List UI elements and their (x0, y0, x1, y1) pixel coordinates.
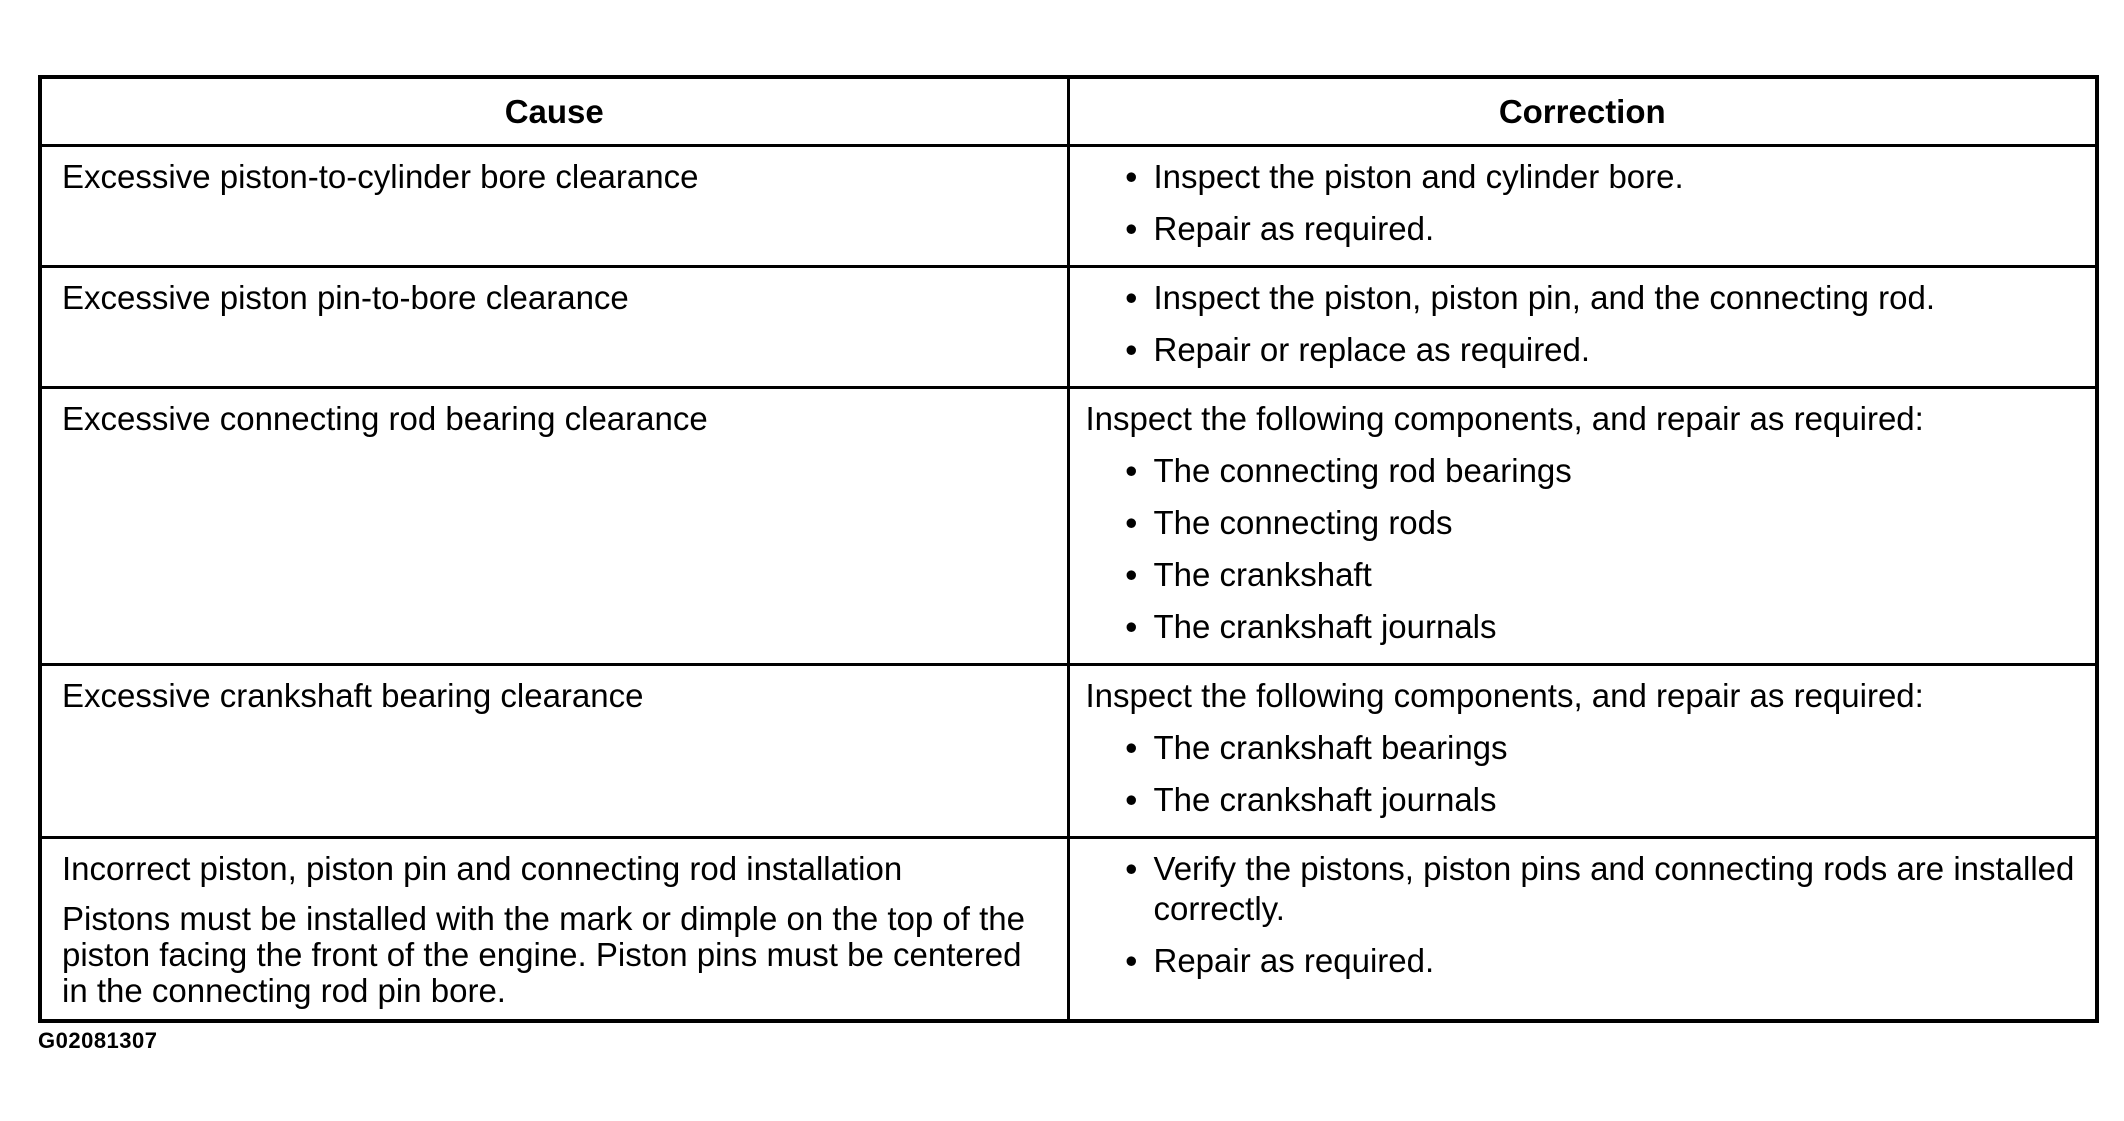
correction-item-text: The crankshaft journals (1153, 608, 1497, 645)
table-header-row (40, 77, 2097, 146)
correction-cell (1068, 267, 2097, 388)
correction-item-text: The connecting rods (1153, 504, 1453, 541)
correction-item (1086, 272, 2076, 324)
correction-item (1086, 497, 2076, 549)
bullet-icon: • (1125, 556, 1138, 593)
correction-list (1086, 843, 2076, 987)
table-row (40, 665, 2097, 838)
table-row (40, 388, 2097, 665)
bullet-icon: • (1125, 452, 1138, 489)
correction-item (1086, 935, 2076, 987)
correction-item-text: Repair or replace as required. (1153, 331, 1591, 368)
correction-item (1086, 324, 2076, 376)
cause-cell (40, 267, 1068, 388)
correction-item (1086, 601, 2076, 653)
bullet-icon: • (1125, 210, 1138, 247)
cause-note: Pistons must be installed with the mark or dimple on the top of the piston facing the front of the engine. Piston pins must be centered in the connecting rod pin bore. (62, 900, 1025, 1009)
correction-item-text: Repair as required. (1153, 942, 1435, 979)
correction-cell (1068, 146, 2097, 267)
table-row (40, 267, 2097, 388)
cause-text: Excessive piston pin-to-bore clearance (62, 279, 629, 316)
cause-text: Excessive connecting rod bearing clearance (62, 400, 708, 437)
correction-item-text: Inspect the piston and cylinder bore. (1153, 158, 1684, 195)
bullet-icon: • (1125, 504, 1138, 541)
bullet-icon: • (1125, 850, 1138, 887)
cause-text: Excessive piston-to-cylinder bore clearance (62, 158, 699, 195)
table-row (40, 146, 2097, 267)
correction-item-text: The crankshaft journals (1153, 781, 1497, 818)
bullet-icon: • (1125, 781, 1138, 818)
figure-id: G02081307 (38, 1028, 158, 1053)
correction-item (1086, 774, 2076, 826)
cause-text: Incorrect piston, piston pin and connecting rod installation (62, 850, 903, 887)
correction-item (1086, 445, 2076, 497)
table-row (40, 838, 2097, 1022)
correction-item (1086, 843, 2076, 935)
correction-cell (1068, 388, 2097, 665)
correction-item (1086, 722, 2076, 774)
cause-cell (40, 838, 1068, 1022)
correction-list (1086, 445, 2076, 653)
correction-cell (1068, 665, 2097, 838)
correction-item-text: The crankshaft (1153, 556, 1372, 593)
bullet-icon: • (1125, 942, 1138, 979)
cause-cell (40, 665, 1068, 838)
bullet-icon: • (1125, 158, 1138, 195)
correction-cell (1068, 838, 2097, 1022)
bullet-icon: • (1125, 331, 1138, 368)
correction-list (1086, 722, 2076, 826)
correction-item (1086, 203, 2076, 255)
cause-text: Excessive crankshaft bearing clearance (62, 677, 644, 714)
cause-correction-table (38, 75, 2099, 1023)
bullet-icon: • (1125, 729, 1138, 766)
correction-item (1086, 151, 2076, 203)
bullet-icon: • (1125, 608, 1138, 645)
correction-intro: Inspect the following components, and repair as required: (1085, 677, 1924, 714)
correction-item-text: The connecting rod bearings (1153, 452, 1572, 489)
correction-item (1086, 549, 2076, 601)
bullet-icon: • (1125, 279, 1138, 316)
cause-cell (40, 388, 1068, 665)
correction-item-text: Repair as required. (1153, 210, 1435, 247)
correction-item-text: The crankshaft bearings (1153, 729, 1508, 766)
correction-column-header: Correction (1068, 77, 2097, 146)
correction-list (1086, 272, 2076, 376)
correction-item-text: Inspect the piston, piston pin, and the connecting rod. (1153, 279, 1936, 316)
correction-list (1086, 151, 2076, 255)
cause-cell (40, 146, 1068, 267)
correction-intro: Inspect the following components, and repair as required: (1085, 400, 1924, 437)
correction-item-text: Verify the pistons, piston pins and connecting rods are installed correctly. (1153, 850, 2075, 927)
cause-column-header: Cause (40, 77, 1068, 146)
